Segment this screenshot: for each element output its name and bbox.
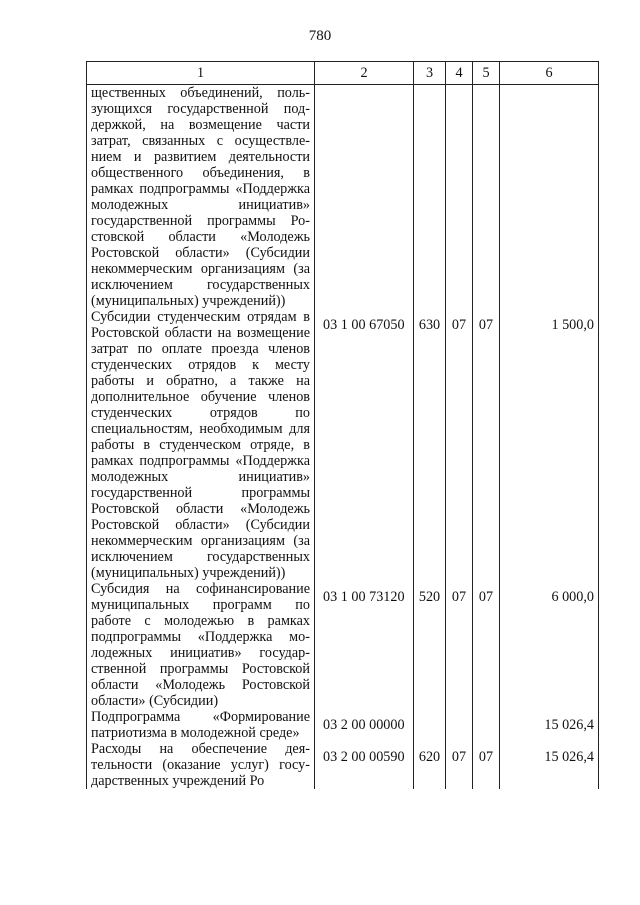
row-amount-cell: 15 026,4 (500, 709, 599, 741)
row-c4-cell: 07 (446, 741, 473, 789)
row-c4-cell (446, 85, 473, 310)
row-code-cell: 03 2 00 00590 (315, 741, 414, 789)
table-row (87, 309, 599, 581)
row-c5-cell: 07 (473, 581, 500, 709)
row-name-cell: Подпрограмма «Формирование патриотизма в молодежной среде» (87, 709, 315, 741)
header-row (87, 62, 599, 85)
column-header: 3 (414, 62, 446, 85)
row-c3-cell: 620 (414, 741, 446, 789)
row-amount-cell (500, 85, 599, 310)
row-c5-cell: 07 (473, 309, 500, 581)
row-c3-cell: 520 (414, 581, 446, 709)
row-name-cell: Субсидии студенческим отрядам в Ростовской области на возмещение затрат по оплате проезда членов студенческих отрядов к месту работы и обратно, а также на дополнительное обучение членов студенческих отрядов по специальностям, необходимым для работы в студенческом отряде, в рамках подпрограммы «Поддержка молодежных инициатив» государственной программы Ростовской области «Молодежь Ростовской области» (Субсидии некоммерческим организациям (за исключением государственных (муниципальных) учреждений)) (87, 309, 315, 581)
table-row (87, 709, 599, 741)
row-c5-cell (473, 85, 500, 310)
column-header: 4 (446, 62, 473, 85)
row-c3-cell (414, 85, 446, 310)
table-row (87, 741, 599, 789)
row-amount-cell: 6 000,0 (500, 581, 599, 709)
column-header: 2 (315, 62, 414, 85)
row-code-cell: 03 1 00 73120 (315, 581, 414, 709)
table-row (87, 85, 599, 310)
row-name-cell: Субсидия на софинансирование муниципальных программ по работе с молодежью в рамках подпрограммы «Поддержка молодежных инициатив» государственной программы Ростовской области «Молодежь Ростовской области» (Субсидии) (87, 581, 315, 709)
row-name-cell: щественных объединений, пользующихся государственной поддержкой, на возмещение части затрат, связанных с осуществлением и развитием деятельности общественного объединения, в рамках подпрограммы «Поддержка молодежных инициатив» государственной программы Ростовской области «Молодежь Ростовской области» (Субсидии некоммерческим организациям (за исключением государственных (муниципальных) учреждений)) (87, 85, 315, 310)
row-c4-cell: 07 (446, 581, 473, 709)
column-header: 5 (473, 62, 500, 85)
column-header: 6 (500, 62, 599, 85)
row-code-cell: 03 2 00 00000 (315, 709, 414, 741)
table-row (87, 581, 599, 709)
budget-table (86, 61, 599, 789)
row-c5-cell (473, 709, 500, 741)
column-header: 1 (87, 62, 315, 85)
row-c4-cell: 07 (446, 309, 473, 581)
row-name-cell: Расходы на обеспечение деятельности (оказание услуг) государственных учреждений Ро (87, 741, 315, 789)
row-c5-cell: 07 (473, 741, 500, 789)
row-amount-cell: 1 500,0 (500, 309, 599, 581)
row-amount-cell: 15 026,4 (500, 741, 599, 789)
row-c3-cell (414, 709, 446, 741)
page-number: 780 (308, 28, 332, 44)
row-code-cell (315, 85, 414, 310)
row-code-cell: 03 1 00 67050 (315, 309, 414, 581)
row-c3-cell: 630 (414, 309, 446, 581)
row-c4-cell (446, 709, 473, 741)
